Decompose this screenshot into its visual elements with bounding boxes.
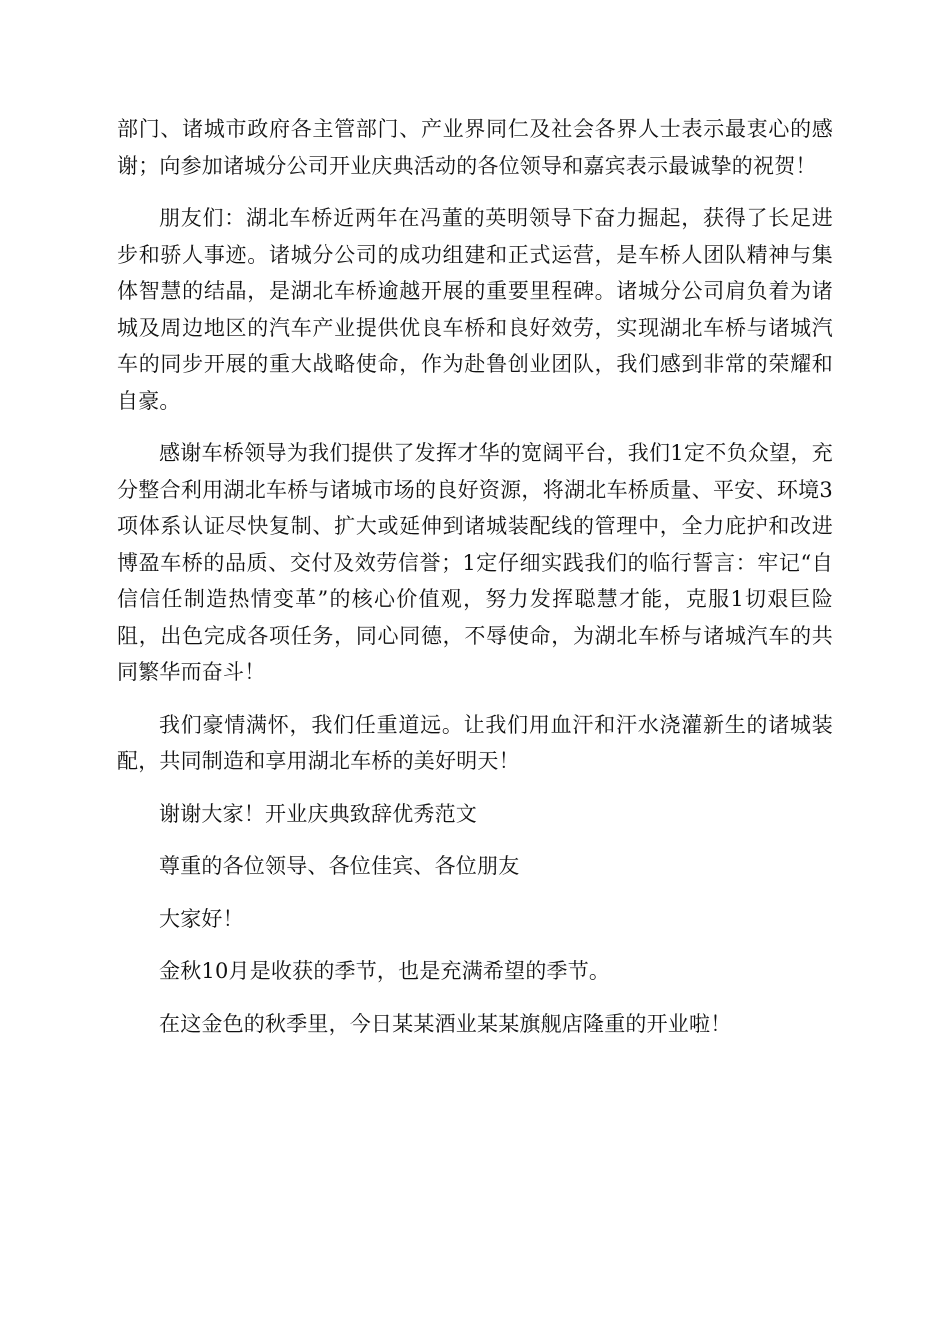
document-body <box>117 111 833 1058</box>
line-store-opening: 在这金色的秋季里，今日某某酒业某某旗舰店隆重的开业啦！ <box>159 1011 732 1036</box>
line-salutation: 尊重的各位领导、各位佳宾、各位朋友 <box>159 854 520 878</box>
paragraph-ambition: 我们豪情满怀，我们任重道远。让我们用血汗和汗水浇灌新生的诸城装配，共同制造和享用湖北车桥的美好明天！ <box>117 712 833 773</box>
paragraph-friends: 朋友们：湖北车桥近两年在冯董的英明领导下奋力掘起，获得了长足进步和骄人事迹。诸城分公司的成功组建和正式运营，是车桥人团队精神与集体智慧的结晶，是湖北车桥逾越开展的重要里程碑。诸城分公司肩负着为诸城及周边地区的汽车产业提供优良车桥和良好效劳，实现湖北车桥与诸城汽车的同步开展的重大战略使命，作为赴鲁创业团队，我们感到非常的荣耀和自豪。 <box>117 206 833 413</box>
line-thanks-title: 谢谢大家！开业庆典致辞优秀范文 <box>159 801 477 826</box>
line-greeting: 大家好！ <box>159 906 244 931</box>
line-autumn-season: 金秋10月是收获的季节，也是充满希望的季节。 <box>159 959 611 983</box>
paragraph-thanks-continuation: 部门、诸城市政府各主管部门、产业界同仁及社会各界人士表示最衷心的感谢；向参加诸城分公司开业庆典活动的各位领导和嘉宾表示最诚挚的祝贺！ <box>117 117 833 178</box>
paragraph-gratitude-pledge: 感谢车桥领导为我们提供了发挥才华的宽阔平台，我们1定不负众望，充分整合利用湖北车桥与诸城市场的良好资源，将湖北车桥质量、平安、环境3项体系认证尽快复制、扩大或延伸到诸城装配线的管理中，全力庇护和改进博盈车桥的品质、交付及效劳信誉；1定仔细实践我们的临行誓言：牢记“自信信任制造热情变革”的核心价值观，努力发挥聪慧才能，克服1切艰巨险阻，出色完成各项任务，同心同德，不辱使命，为湖北车桥与诸城汽车的共同繁华而奋斗！ <box>117 441 833 684</box>
